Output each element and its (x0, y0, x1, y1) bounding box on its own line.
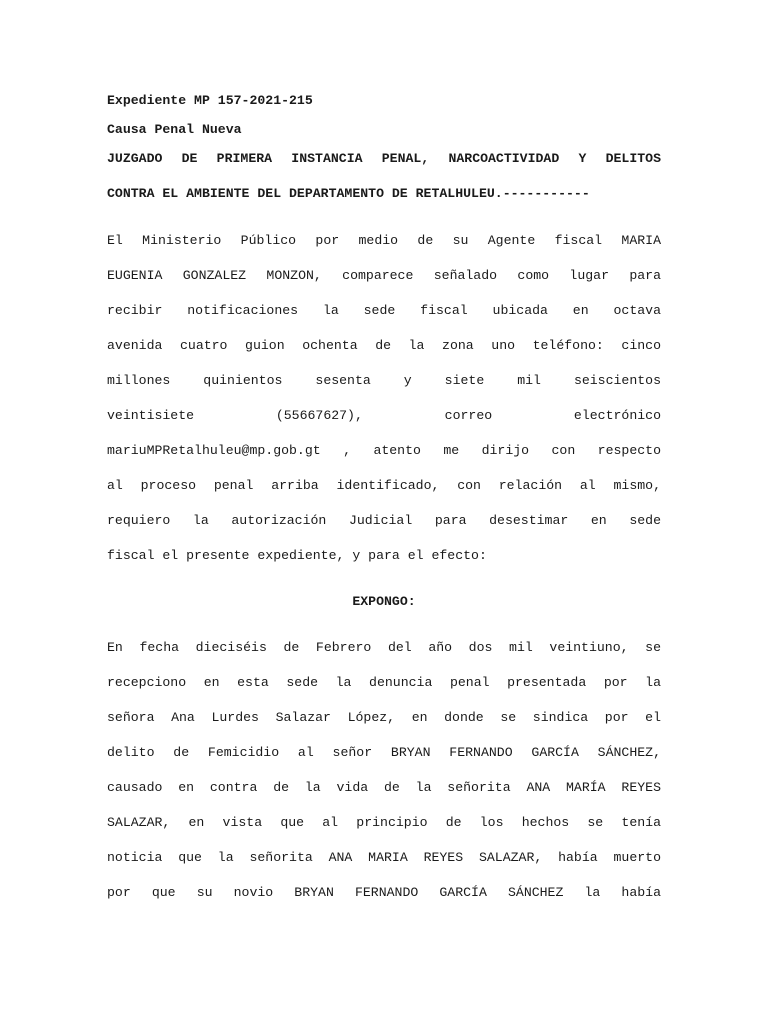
body-line: SALAZAR, en vista que al principio de los hechos se tenía (107, 815, 661, 830)
intro-line: veintisiete (55667627), correo electrónico (107, 408, 661, 423)
intro-line: fiscal el presente expediente, y para el efecto: (107, 548, 487, 563)
intro-line: avenida cuatro guion ochenta de la zona uno teléfono: cinco (107, 338, 661, 353)
juzgado-line-1: JUZGADO DE PRIMERA INSTANCIA PENAL, NARCOACTIVIDAD Y DELITOS (107, 151, 661, 166)
intro-line: requiero la autorización Judicial para desestimar en sede (107, 513, 661, 528)
body-line: En fecha dieciséis de Febrero del año dos mil veintiuno, se (107, 640, 661, 655)
body-line: por que su novio BRYAN FERNANDO GARCÍA SÁNCHEZ la había (107, 885, 661, 900)
body-line: señora Ana Lurdes Salazar López, en donde se sindica por el (107, 710, 661, 725)
expediente-number: Expediente MP 157-2021-215 (107, 93, 313, 108)
body-line: causado en contra de la vida de la señorita ANA MARÍA REYES (107, 780, 661, 795)
section-heading: EXPONGO: (352, 594, 416, 609)
intro-line: El Ministerio Público por medio de su Agente fiscal MARIA (107, 233, 661, 248)
intro-line: al proceso penal arriba identificado, con relación al mismo, (107, 478, 661, 493)
body-line: noticia que la señorita ANA MARIA REYES SALAZAR, había muerto (107, 850, 661, 865)
juzgado-line-2: CONTRA EL AMBIENTE DEL DEPARTAMENTO DE RETALHULEU.----------- (107, 186, 590, 201)
intro-line: mariuMPRetalhuleu@mp.gob.gt , atento me dirijo con respecto (107, 443, 661, 458)
intro-line: millones quinientos sesenta y siete mil seiscientos (107, 373, 661, 388)
body-line: recepciono en esta sede la denuncia penal presentada por la (107, 675, 661, 690)
intro-line: recibir notificaciones la sede fiscal ubicada en octava (107, 303, 661, 318)
body-line: delito de Femicidio al señor BRYAN FERNANDO GARCÍA SÁNCHEZ, (107, 745, 661, 760)
intro-line: EUGENIA GONZALEZ MONZON, comparece señalado como lugar para (107, 268, 661, 283)
causa-label: Causa Penal Nueva (107, 122, 242, 137)
